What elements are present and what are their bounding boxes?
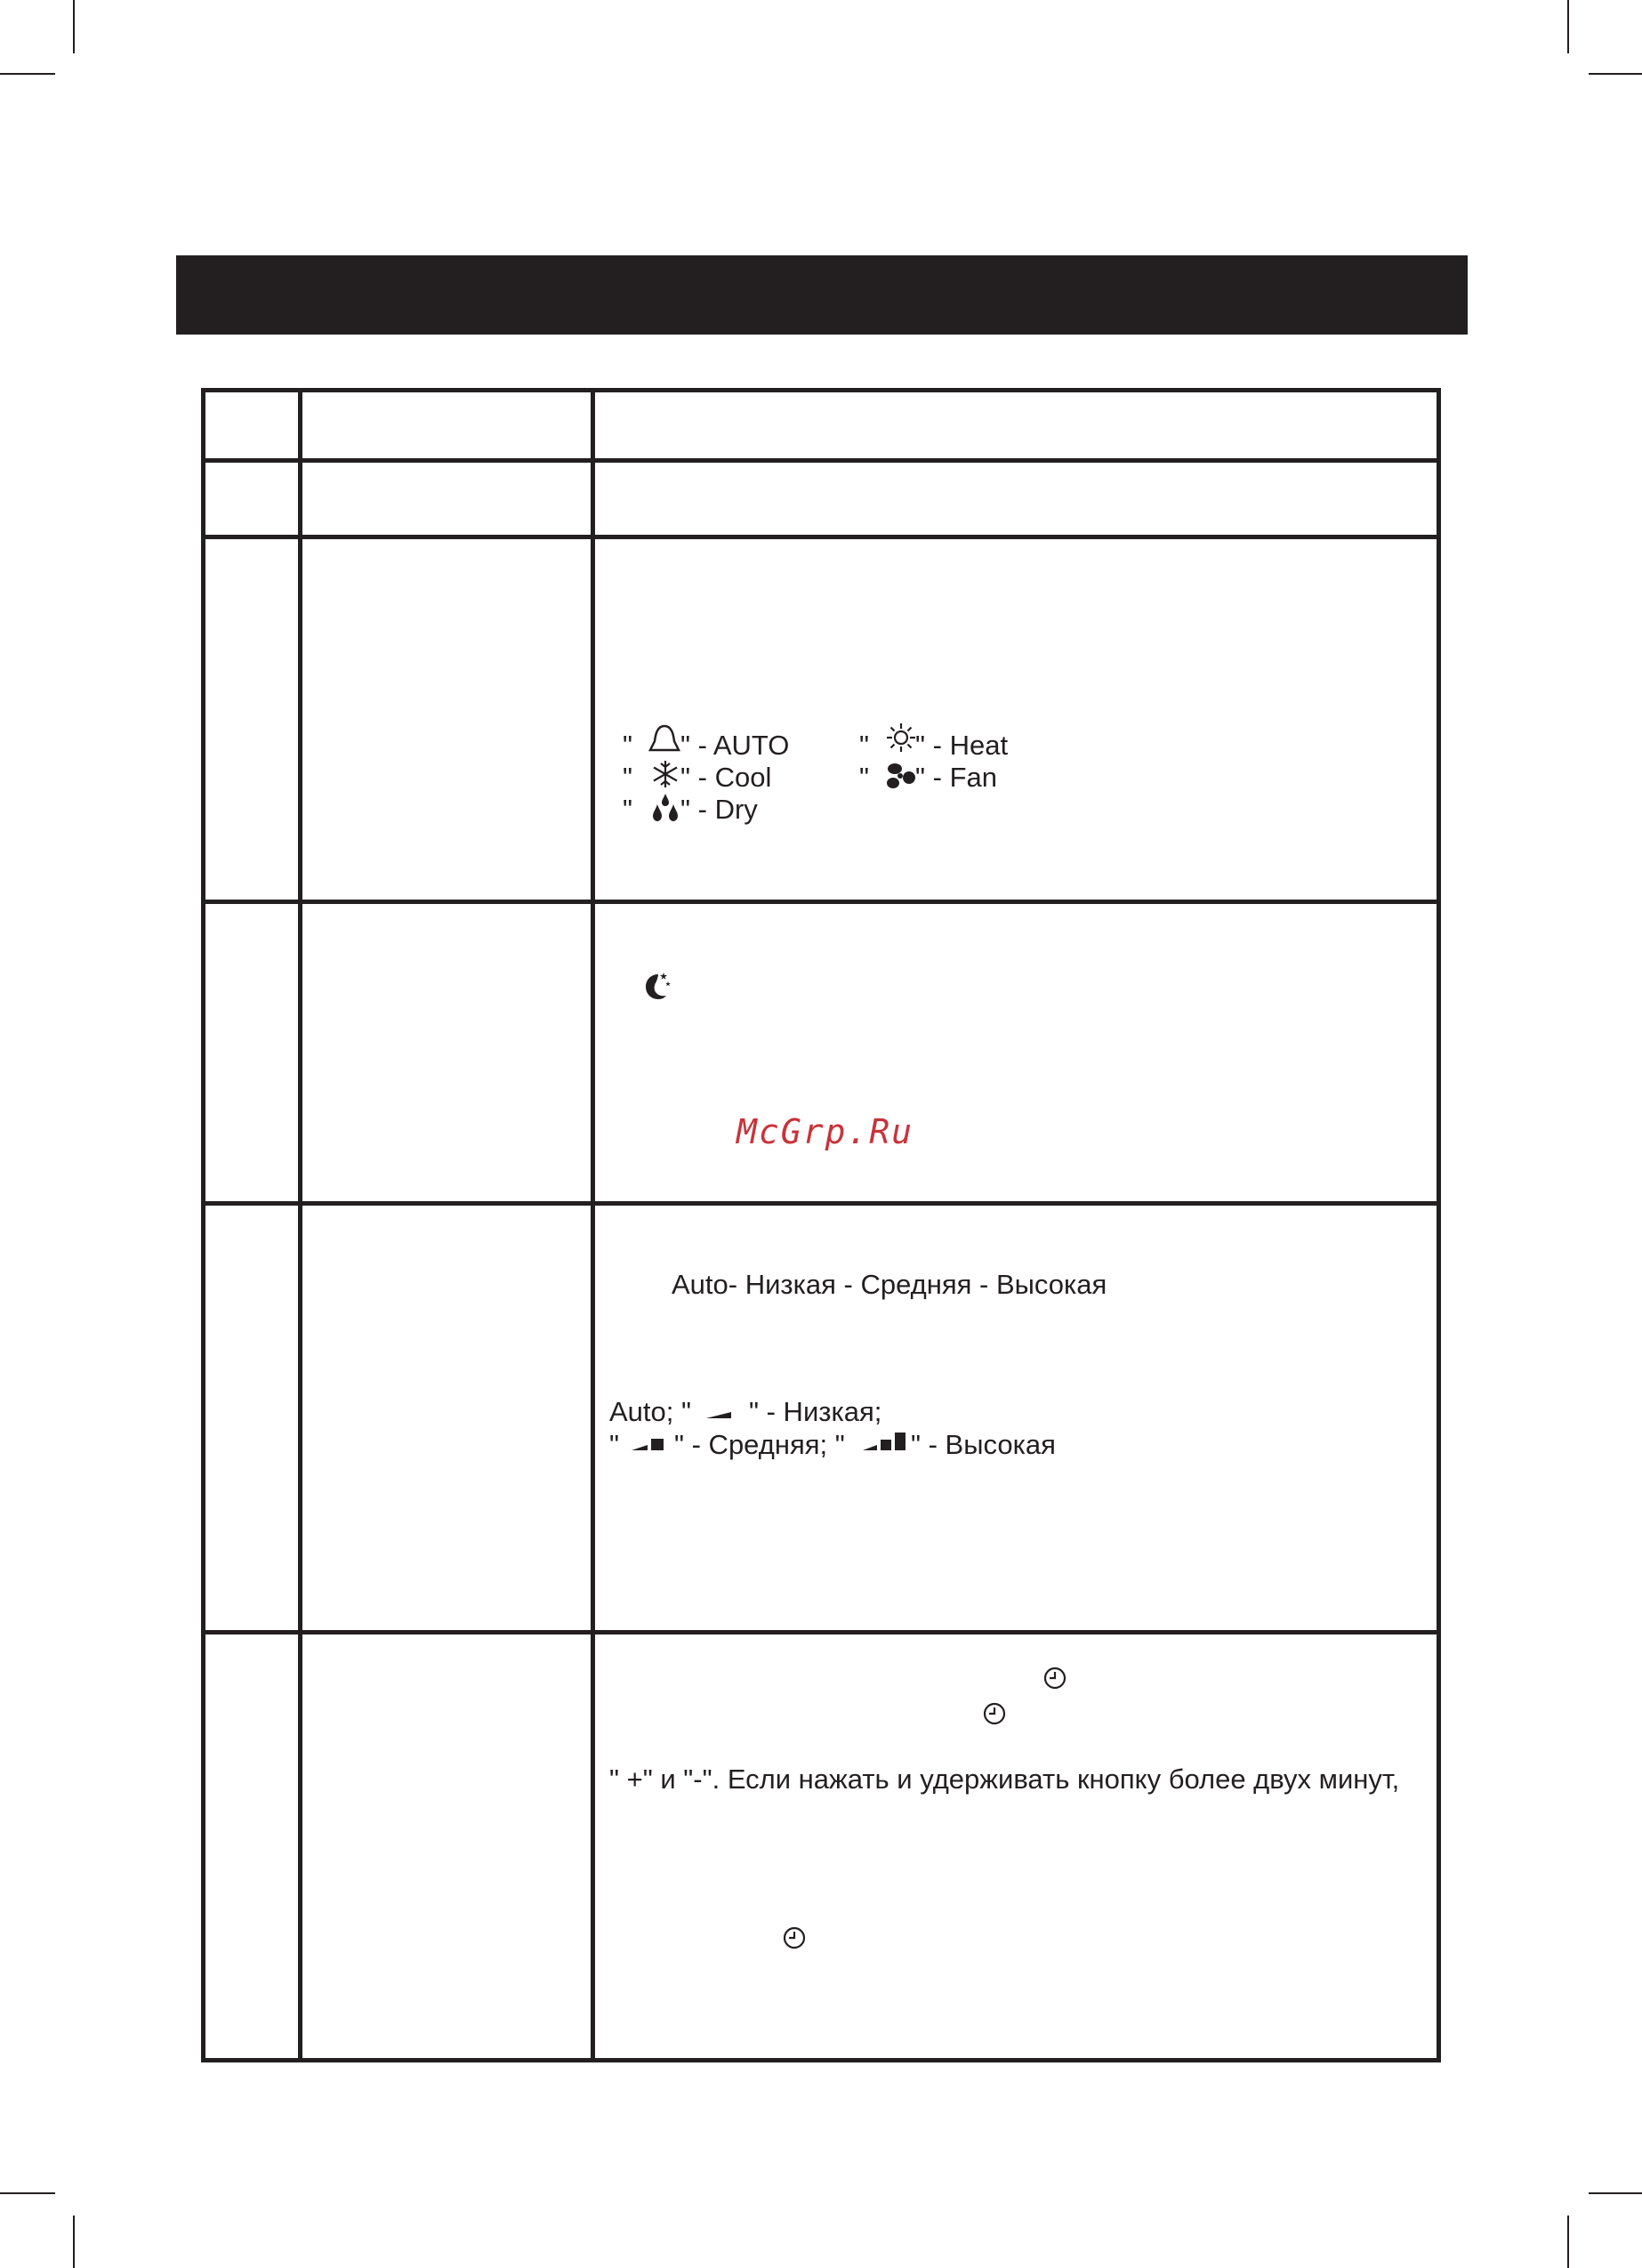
fan-speed-low-text-b: " - Низкая; xyxy=(749,1396,882,1427)
crop-mark xyxy=(1589,73,1642,75)
fan-icon xyxy=(885,762,917,790)
sun-icon xyxy=(886,722,916,753)
table-column-divider xyxy=(298,392,302,2058)
table-row-divider xyxy=(205,535,1437,539)
fan-speed-medium-icon xyxy=(630,1433,669,1454)
drops-icon xyxy=(650,792,680,824)
crop-mark xyxy=(73,2216,75,2268)
functions-table xyxy=(201,388,1441,2062)
timer-hold-text: " +" и "-". Если нажать и удерживать кнопку более двух минут, xyxy=(609,1764,1400,1795)
crop-mark xyxy=(0,2192,55,2194)
mode-cool-label: " " - Cool xyxy=(623,762,772,793)
table-row-divider xyxy=(205,1630,1437,1634)
auto-mode-icon xyxy=(647,723,682,755)
fan-speed-low-icon xyxy=(704,1402,735,1422)
table-row-divider xyxy=(205,900,1437,904)
fan-speed-medium-text-b: " - Средняя; " xyxy=(674,1429,845,1460)
fan-speed-low-text-a: Auto; " xyxy=(609,1396,692,1427)
crop-mark xyxy=(1567,2216,1569,2268)
table-row-divider xyxy=(205,1201,1437,1206)
clock-icon xyxy=(982,1701,1007,1726)
fan-speed-medium-text-a: " xyxy=(609,1429,620,1460)
mode-auto-label: " " - AUTO xyxy=(623,730,790,761)
crop-mark xyxy=(1567,0,1569,53)
fan-speed-high-text-c: " - Высокая xyxy=(911,1429,1056,1460)
table-column-divider xyxy=(591,392,595,2058)
clock-icon xyxy=(1042,1666,1067,1691)
crop-mark xyxy=(1589,2192,1642,2194)
watermark: McGrp.Ru xyxy=(736,1112,914,1151)
clock-icon xyxy=(782,1925,807,1950)
crop-mark xyxy=(0,73,55,75)
mode-fan-label: " " - Fan xyxy=(859,762,997,793)
fan-speed-sequence: Auto- Низкая - Средняя - Высокая xyxy=(672,1269,1107,1300)
table-row-divider xyxy=(205,458,1437,463)
mode-heat-label: " " - Heat xyxy=(859,730,1009,761)
header-bar xyxy=(176,255,1468,335)
moon-stars-icon xyxy=(639,968,674,1004)
snowflake-icon xyxy=(650,759,680,789)
fan-speed-high-icon xyxy=(861,1429,914,1454)
mode-dry-label: " " - Dry xyxy=(623,794,758,825)
crop-mark xyxy=(73,0,75,53)
